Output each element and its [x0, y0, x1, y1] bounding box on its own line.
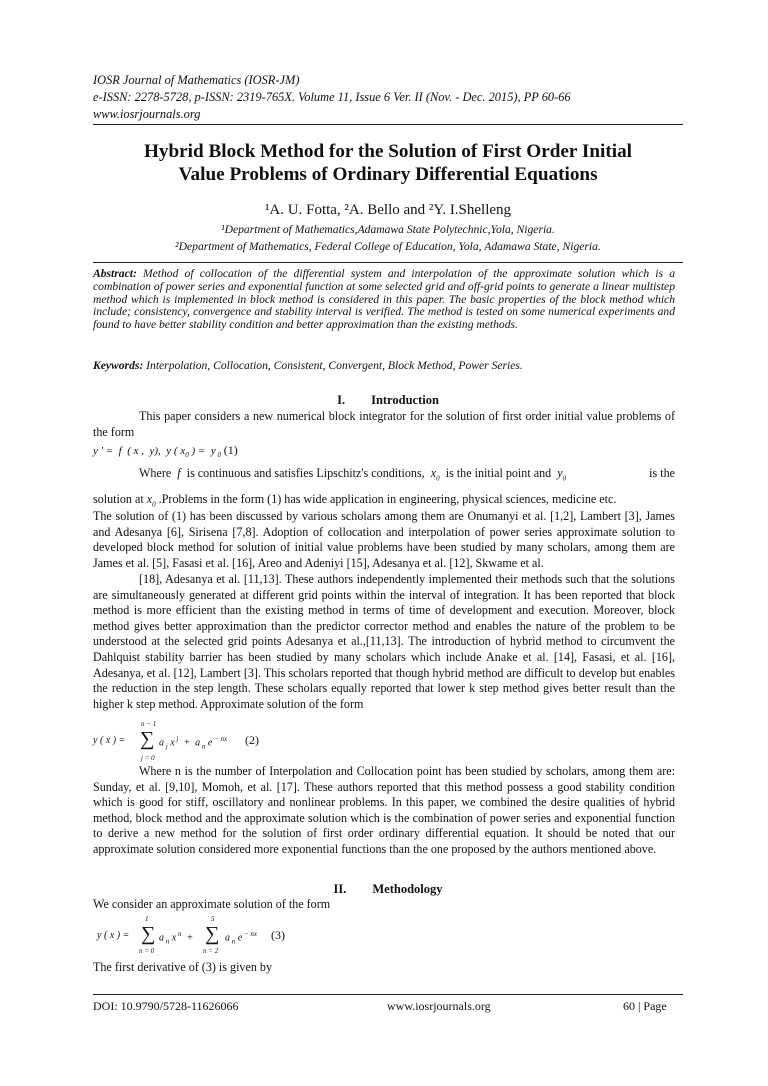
equation-2: n − 1 y ( x ) = ∑ j = 0 a $_j$ x $^j$ + a $_n$ e $^{- nx}$ (2) — [93, 720, 259, 762]
equation-3-label: (3) — [271, 928, 285, 942]
keywords-text: Interpolation, Collocation, Consistent, Convergent, Block Method, Power Series. — [146, 359, 523, 372]
intro-paragraph-3: solution at $x_0$ .Problems in the form (1) has wide application in engineering, physical sciences, medicine etc. — [93, 492, 617, 509]
abstract-text: Method of collocation of the differential system and interpolation of the approximate solution which is a combination of power series and exponential function at some selected grid and off-grid points to generate a linear multistep method which is implemented in block method is considered in this paper. The basic properties of the block method which include; consistency, convergence and stability interval is verified. The method is tested on some numerical experiments and found to have better stability condition and better approximation than the existing methods. — [93, 267, 675, 332]
intro-paragraph-4: The solution of (1) has been discussed by various scholars among them are Onumanyi et al. [1,2], Lambert [3], James and Adesanya [6], Sirisena [7,8]. Adoption of collocation and interpolation of power series approximate solution to developed block method for solution of initial value problems have been studied by many scholars, among them are James et al. [5], Fasasi et al. [16], Areo and Adeniyi [15], Adesanya et al. [12], Skwame et al. — [93, 509, 675, 570]
paper-title-line-1: Hybrid Block Method for the Solution of First Order Initial — [143, 141, 633, 162]
methodology-paragraph-2: The first derivative of (3) is given by — [93, 960, 273, 974]
intro-paragraph-5: [18], Adesanya et al. [11,13]. These authors independently implemented their methods such that the solutions are simultaneously generated at different grid points within the interval of integration. It has been reported that block method is more efficient than the existing method in terms of time of development and execution. Moreover, block method gives better approximation than the predictor corrector method and enables the nature of the problem to be understood at the selected grid points Adesanya et al.,[11,13]. The introduction of hybrid method to circumvent the Dahlquist stability barrier has been studied by many scholars which include Anake et al. [14], Fasasi, et al. [16], Adesanya, et al. [12], Lambert [3]. This scholars reported that though hybrid method are difficult to develop but enables the reduction in the step length. These scholars equally reported that lower k step method gives better result than the higher k step method. Approximate solution of the form — [93, 572, 675, 711]
section-number: I. — [337, 393, 346, 407]
header-rule — [93, 124, 683, 125]
equation-2-label: (2) — [245, 733, 259, 747]
journal-name: IOSR Journal of Mathematics (IOSR-JM) — [93, 73, 300, 87]
equation-1-label: (1) — [223, 443, 238, 457]
section-number: II. — [333, 882, 347, 896]
equation-3: 1 y ( x ) = ∑ n = 0 a $_n$ x $^n$ + 5 ∑ n = 2 a $_n$ e $^{- nx}$ (3) — [97, 915, 285, 955]
authors: ¹A. U. Fotta, ²A. Bello and ²Y. I.Shelleng — [264, 202, 512, 218]
section-title: Introduction — [371, 393, 439, 407]
equation-1: y ' = f ( x , y), y ( $x_0$ ) = y $_0$ (1) — [93, 443, 238, 460]
intro-paragraph-1: This paper considers a new numerical block integrator for the solution of first order initial value problems of the form — [93, 409, 675, 439]
methodology-paragraph-1: We consider an approximate solution of the form — [93, 897, 331, 911]
intro-paragraph-2: Where f is continuous and satisfies Lipschitz's conditions, $x_0$ is the initial point and $y_0$ is the — [139, 466, 675, 483]
paper-title-line-2: Value Problems of Ordinary Differential Equations — [178, 164, 598, 185]
abstract-label: Abstract: — [93, 267, 137, 280]
footer-website[interactable]: www.iosrjournals.org — [387, 999, 491, 1013]
abstract — [93, 268, 675, 332]
footer-rule — [93, 994, 683, 995]
footer-page-number: 60 | Page — [623, 999, 667, 1013]
abstract-rule — [93, 262, 683, 263]
issn-line: e-ISSN: 2278-5728, p-ISSN: 2319-765X. Volume 11, Issue 6 Ver. II (Nov. - Dec. 2015), PP 60-66 — [93, 90, 571, 104]
footer-doi: DOI: 10.9790/5728-11626066 — [93, 999, 239, 1013]
section-heading-introduction — [93, 393, 683, 408]
intro-paragraph-6: Where n is the number of Interpolation and Collocation point has been studied by scholars, among them are: Sunday, et al. [9,10], Momoh, et al. [17]. These authors reported that this method possess a good stability condition which is good for stiff, oscillatory and nonlinear problems. In this paper, we combined the desire qualities of hybrid method, block method and the approximate solution which is the combination of power series and exponential function to derive a new method for the solution of first order ordinary differential equation. It should be noted that our approximate solution considered more exponential functions than the one proposed by the authors mentioned above. — [93, 764, 675, 856]
journal-website[interactable]: www.iosrjournals.org — [93, 107, 201, 121]
keywords — [93, 359, 523, 372]
affiliation-1: ¹Department of Mathematics,Adamawa State Polytechnic,Yola, Nigeria. — [221, 223, 555, 236]
keywords-label: Keywords: — [93, 359, 144, 372]
affiliation-2: ²Department of Mathematics, Federal College of Education, Yola, Adamawa State, Nigeria. — [175, 240, 601, 253]
section-heading-methodology — [93, 882, 683, 897]
section-title: Methodology — [372, 882, 443, 896]
